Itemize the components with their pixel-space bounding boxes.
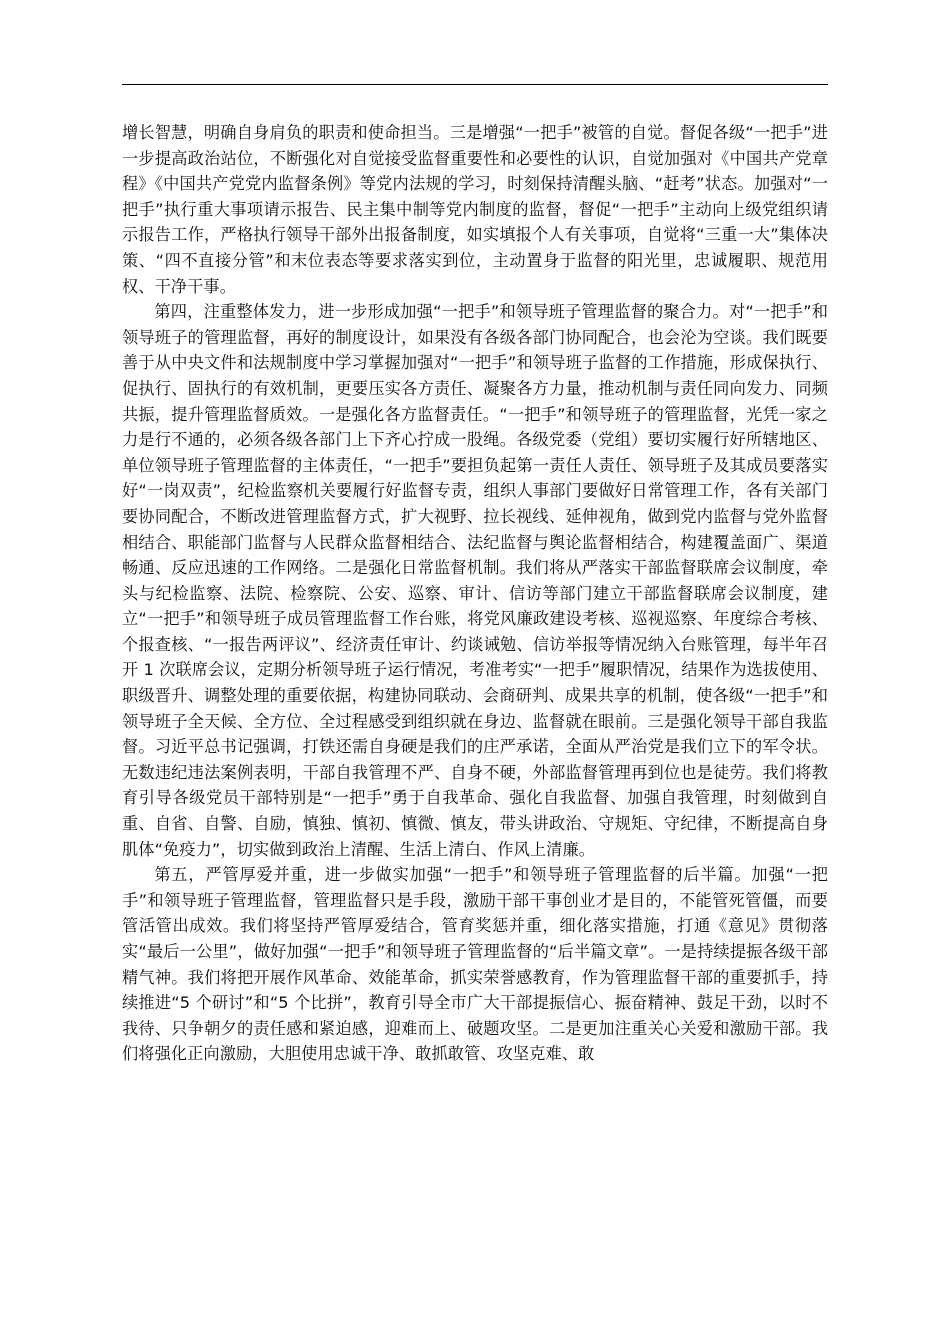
paragraph-1: 增长智慧，明确自身肩负的职责和使命担当。三是增强“一把手”被管的自觉。督促各级“一把手”进一步提高政治站位，不断强化对自觉接受监督重要性和必要性的认识，自觉加强对《中国共产党章程》《中国共产党党内监督条例》等党内法规的学习，时刻保持清醒头脑、“赶考”状态。加强对“一把手”执行重大事项请示报告、民主集中制等党内制度的监督，督促“一把手”主动向上级党组织请示报告工作，严格执行领导干部外出报备制度，如实填报个人有关事项，自觉将“三重一大”集体决策、“四不直接分管”和末位表态等要求落实到位，主动置身于监督的阳光里，忠诚履职、规范用权、干净干事。 — [122, 123, 828, 296]
paragraph-3: 第五，严管厚爱并重，进一步做实加强“一把手”和领导班子管理监督的后半篇。加强“一把手”和领导班子管理监督，管理监督只是手段，激励干部干事创业才是目的，不能管死管僵，而要管活管出成效。我们将坚持严管厚爱结合，管育奖惩并重，细化落实措施，打通《意见》贯彻落实“最后一公里”，做好加强“一把手”和领导班子管理监督的“后半篇文章”。一是持续提振各级干部精气神。我们将把开展作风革命、效能革命，抓实荣誉感教育，作为管理监督干部的重要抓手，持续推进“5 个研讨”和“5 个比拼”，教育引导全市广大干部提振信心、振奋精神、鼓足干劲，以时不我待、只争朝夕的责任感和紧迫感，迎难而上、破题攻坚。二是更加注重关心关爱和激励干部。我们将强化正向激励，大胆使用忠诚干净、敢抓敢管、攻坚克难、敢 — [122, 865, 828, 1064]
body-text — [122, 120, 828, 1067]
header-rule — [122, 84, 828, 85]
paragraph-2: 第四，注重整体发力，进一步形成加强“一把手”和领导班子管理监督的聚合力。对“一把手”和领导班子的管理监督，再好的制度设计，如果没有各级各部门协同配合，也会沦为空谈。我们既要善于从中央文件和法规制度中学习掌握加强对“一把手”和领导班子监督的工作措施，形成保执行、促执行、固执行的有效机制，更要压实各方责任、凝聚各方力量，推动机制与责任同向发力、同频共振，提升管理监督质效。一是强化各方监督责任。“一把手”和领导班子的管理监督，光凭一家之力是行不通的，必须各级各部门上下齐心拧成一股绳。各级党委（党组）要切实履行好所辖地区、单位领导班子管理监督的主体责任，“一把手”要担负起第一责任人责任、领导班子及其成员要落实好“一岗双责”，纪检监察机关要履行好监督专责，组织人事部门要做好日常管理工作，各有关部门要协同配合，不断改进管理监督方式，扩大视野、拉长视线、延伸视角，做到党内监督与党外监督相结合、职能部门监督与人民群众监督相结合、法纪监督与舆论监督相结合，构建覆盖面广、渠道畅通、反应迅速的工作网络。二是强化日常监督机制。我们将从严落实干部监督联席会议制度，牵头与纪检监察、法院、检察院、公安、巡察、审计、信访等部门建立干部监督联席会议制度，建立“一把手”和领导班子成员管理监督工作台账，将党风廉政建设考核、巡视巡察、年度综合考核、个报查核、“一报告两评议”、经济责任审计、约谈诫勉、信访举报等情况纳入台账管理，每半年召开 1 次联席会议，定期分析领导班子运行情况，考准考实“一把手”履职情况，结果作为选拔使用、职级晋升、调整处理的重要依据，构建协同联动、会商研判、成果共享的机制，使各级“一把手”和领导班子全天候、全方位、全过程感受到组织就在身边、监督就在眼前。三是强化领导干部自我监督。习近平总书记强调，打铁还需自身硬是我们的庄严承诺，全面从严治党是我们立下的军令状。无数违纪违法案例表明，干部自我管理不严、自身不硬，外部监督管理再到位也是徒劳。我们将教育引导各级党员干部特别是“一把手”勇于自我革命、强化自我监督、加强自我管理，时刻做到自重、自省、自警、自励，慎独、慎初、慎微、慎友，带头讲政治、守规矩、守纪律，不断提高自身肌体“免疫力”，切实做到政治上清醒、生活上清白、作风上清廉。 — [122, 302, 828, 859]
